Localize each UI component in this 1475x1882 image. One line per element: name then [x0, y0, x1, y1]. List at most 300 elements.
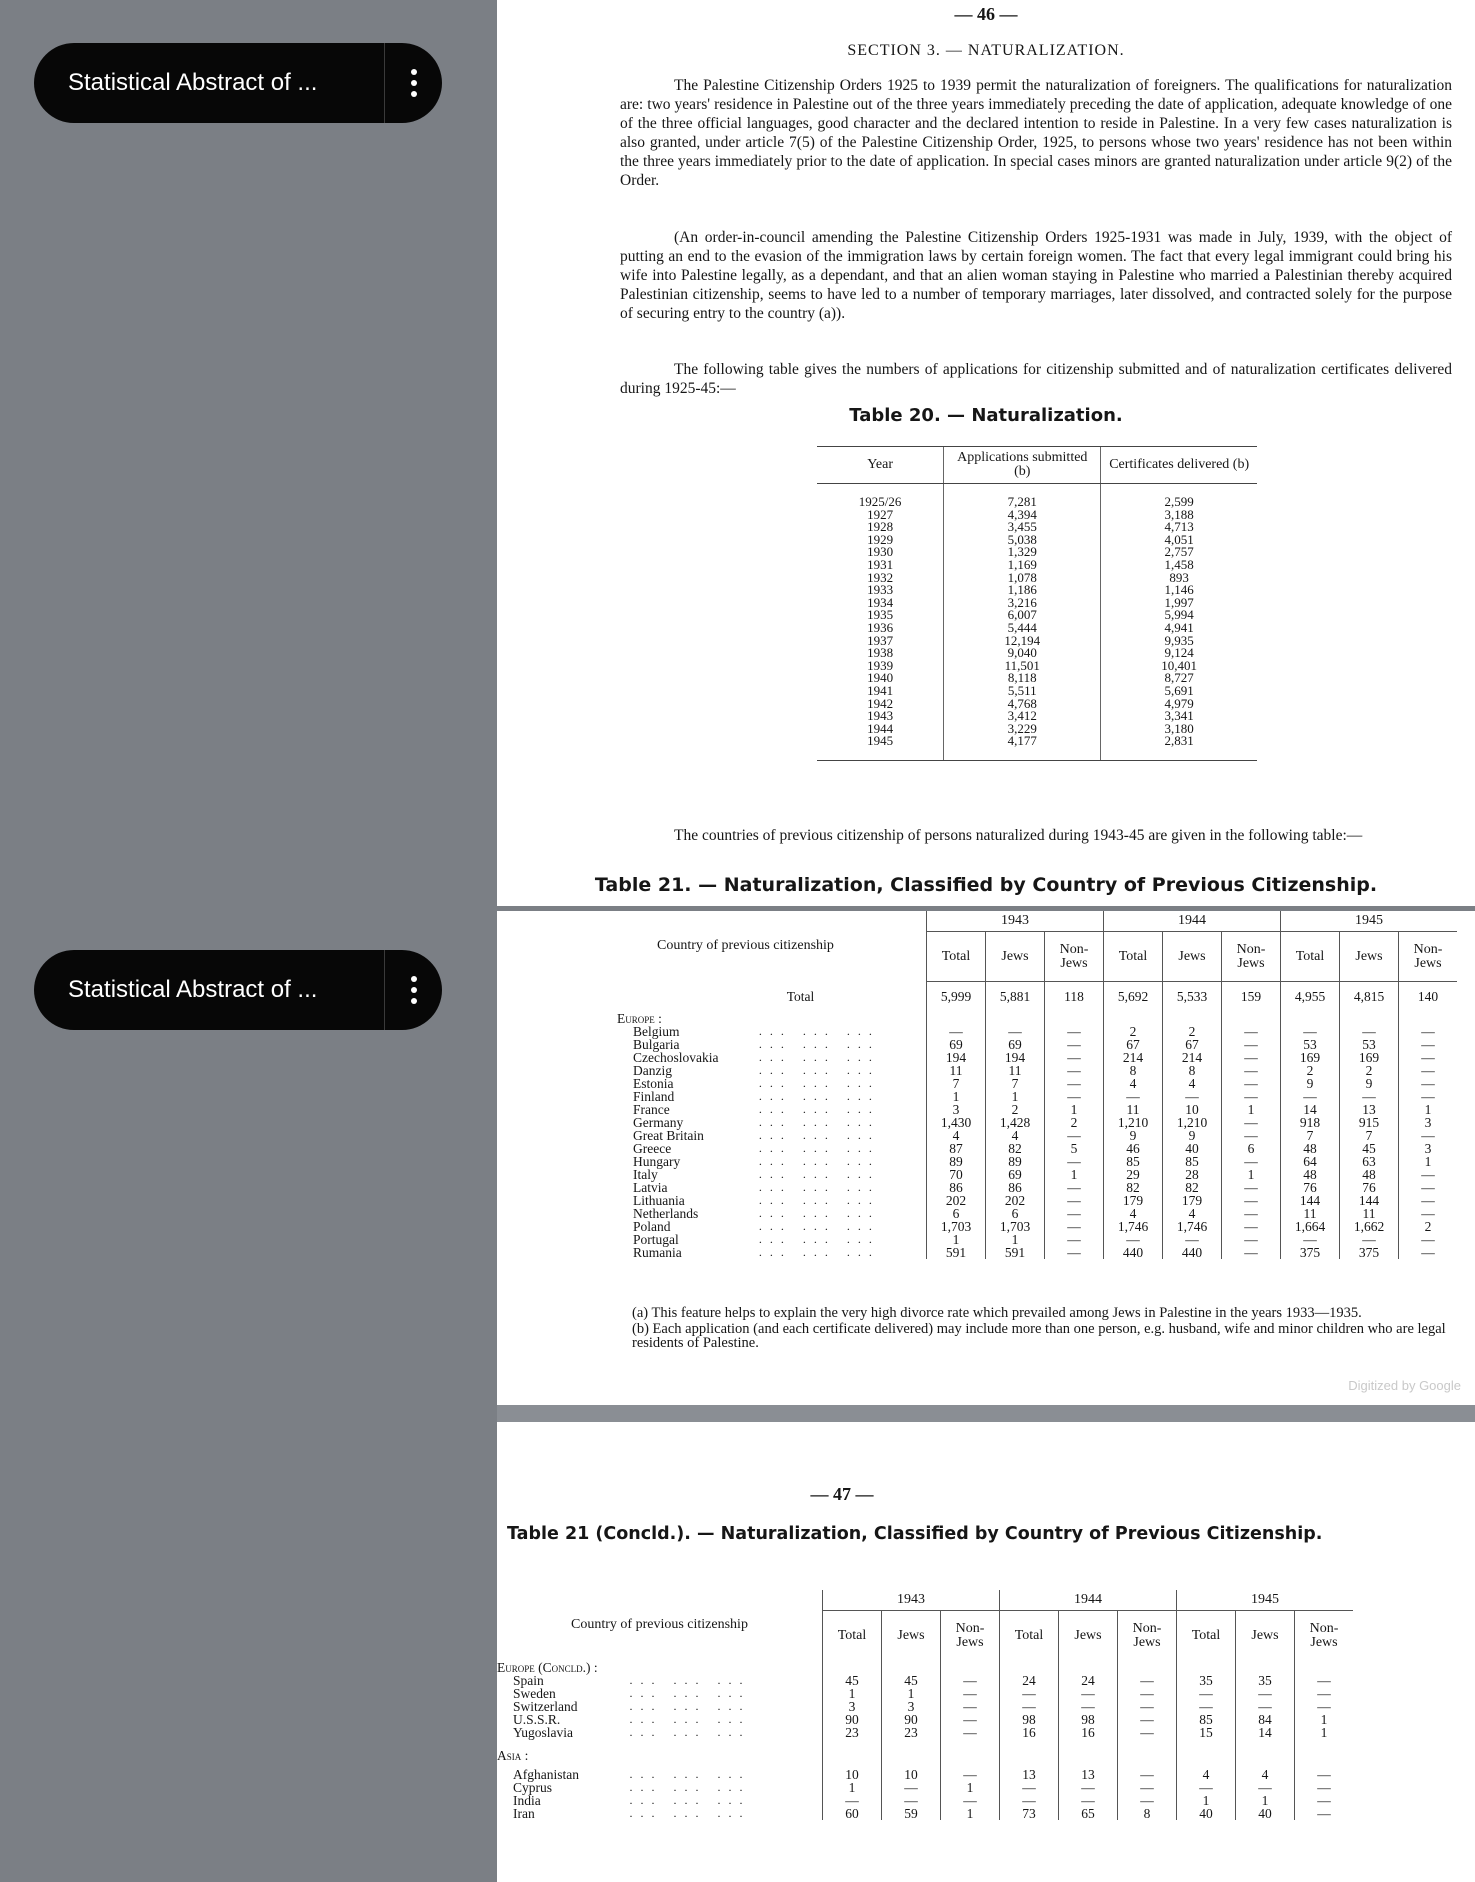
value-cell: 1,428 — [986, 1116, 1045, 1129]
value-cell: 23 — [882, 1726, 941, 1739]
value-cell: 35 — [1177, 1674, 1236, 1687]
empty-cell — [1059, 1749, 1118, 1762]
value-cell: 1,664 — [1281, 1220, 1340, 1233]
value-cell: 194 — [986, 1051, 1045, 1064]
value-cell: 45 — [823, 1674, 882, 1687]
value-cell: 2 — [1281, 1064, 1340, 1077]
value-cell: 4 — [1163, 1077, 1222, 1090]
value-cell: 40 — [1236, 1807, 1295, 1820]
value-cell: — — [1222, 1220, 1281, 1233]
total-cell: 5,881 — [986, 982, 1045, 1012]
country-cell: Cyprus — [513, 1779, 553, 1795]
empty-cell — [1059, 1739, 1118, 1749]
empty-cell — [1059, 1661, 1118, 1674]
table-row — [497, 1687, 1353, 1700]
value-cell: — — [1045, 1246, 1104, 1259]
value-cell: — — [1340, 1090, 1399, 1103]
value-cell: 1,210 — [1104, 1116, 1163, 1129]
applications-cell: 1,329 — [944, 546, 1101, 559]
table-row — [617, 1064, 1457, 1077]
year-cell: 1935 — [867, 607, 894, 623]
value-cell: 48 — [1281, 1168, 1340, 1181]
value-cell: — — [941, 1700, 1000, 1713]
value-cell: 7 — [927, 1077, 986, 1090]
value-cell: 202 — [927, 1194, 986, 1207]
value-cell: 1,746 — [1163, 1220, 1222, 1233]
year-1943: 1943 — [823, 1590, 1000, 1611]
table-row — [497, 1674, 1353, 1687]
certificates-cell: 4,979 — [1101, 698, 1257, 711]
footnotes — [632, 1306, 1462, 1350]
value-cell: 13 — [1000, 1768, 1059, 1781]
applications-cell: 5,444 — [944, 622, 1101, 635]
country-cell: France — [633, 1101, 670, 1117]
value-cell: — — [1222, 1090, 1281, 1103]
leader-dots: ... ... ... — [758, 1179, 880, 1194]
leader-dots: ... ... ... — [758, 1244, 880, 1259]
certificates-cell: 8,727 — [1101, 672, 1257, 685]
value-cell: — — [1104, 1090, 1163, 1103]
empty-cell — [1236, 1661, 1295, 1674]
table-row — [497, 1713, 1353, 1726]
value-cell: — — [882, 1781, 941, 1794]
value-cell: 6 — [986, 1207, 1045, 1220]
value-cell: 53 — [1281, 1038, 1340, 1051]
value-cell: 82 — [986, 1142, 1045, 1155]
table-row — [617, 1090, 1457, 1103]
certificates-cell: 2,831 — [1101, 735, 1257, 748]
table-row — [497, 1700, 1353, 1713]
year-cell: 1925/26 — [858, 494, 902, 509]
value-cell: — — [1281, 1233, 1340, 1246]
value-cell: 179 — [1163, 1194, 1222, 1207]
value-cell: 53 — [1340, 1038, 1399, 1051]
value-cell: 2 — [986, 1103, 1045, 1116]
table-row — [617, 1077, 1457, 1090]
leader-dots: ... ... ... — [758, 1023, 880, 1038]
value-cell: 45 — [882, 1674, 941, 1687]
col-applications: Applications submitted (b) — [944, 447, 1101, 484]
value-cell: — — [1399, 1077, 1458, 1090]
value-cell: 1 — [927, 1233, 986, 1246]
table-row — [617, 1129, 1457, 1142]
value-cell: 214 — [1104, 1051, 1163, 1064]
value-cell: 4 — [1236, 1768, 1295, 1781]
value-cell: — — [1222, 1038, 1281, 1051]
country-cell: India — [513, 1792, 541, 1808]
table-end — [817, 748, 1257, 761]
value-cell: — — [1118, 1700, 1177, 1713]
table-row — [817, 735, 1257, 748]
leader-dots: ... ... ... — [758, 1127, 880, 1142]
value-cell: — — [1281, 1025, 1340, 1038]
value-cell: 440 — [1104, 1246, 1163, 1259]
value-cell: 1 — [1295, 1713, 1354, 1726]
col-jews: Jews — [1059, 1611, 1118, 1661]
col-jews: Jews — [882, 1611, 941, 1661]
value-cell: 8 — [1104, 1064, 1163, 1077]
value-cell: — — [1163, 1233, 1222, 1246]
total-cell: 5,999 — [927, 982, 986, 1012]
year-cell: 1938 — [867, 645, 894, 661]
empty-cell — [927, 1012, 986, 1025]
certificates-cell: 2,757 — [1101, 546, 1257, 559]
country-cell: Italy — [633, 1166, 658, 1182]
applications-cell: 4,394 — [944, 509, 1101, 522]
document-title-chip-2[interactable] — [34, 950, 442, 1030]
country-cell: Bulgaria — [633, 1036, 680, 1052]
value-cell: 1 — [1222, 1168, 1281, 1181]
footnote-b: (b) Each application (and each certificate delivered) may include more than one person, e.g. husband, wife and minor children who are legal residents of Palestine. — [632, 1321, 1446, 1351]
value-cell: 11 — [986, 1064, 1045, 1077]
document-title: Statistical Abstract of ... — [68, 69, 318, 96]
value-cell: — — [1295, 1807, 1354, 1820]
table-row — [617, 1038, 1457, 1051]
value-cell: 59 — [882, 1807, 941, 1820]
region-row — [617, 1012, 1457, 1025]
value-cell: 9 — [1163, 1129, 1222, 1142]
value-cell: 48 — [1281, 1142, 1340, 1155]
value-cell: — — [882, 1794, 941, 1807]
value-cell: 5 — [1045, 1142, 1104, 1155]
total-label: Total — [786, 989, 815, 1004]
country-cell: Netherlands — [633, 1205, 699, 1221]
value-cell: 4 — [927, 1129, 986, 1142]
table-21-concld — [497, 1590, 1353, 1820]
value-cell: — — [941, 1687, 1000, 1700]
value-cell: — — [1399, 1038, 1458, 1051]
leader-dots: ... ... ... — [629, 1805, 751, 1820]
value-cell: — — [1045, 1181, 1104, 1194]
value-cell: 4 — [1177, 1768, 1236, 1781]
leader-dots: ... ... ... — [758, 1114, 880, 1129]
empty-cell — [1045, 1012, 1104, 1025]
certificates-cell: 1,458 — [1101, 559, 1257, 572]
country-cell: Great Britain — [633, 1127, 704, 1143]
value-cell: — — [1000, 1700, 1059, 1713]
value-cell: — — [1281, 1090, 1340, 1103]
table-20-title: Table 20. — Naturalization. — [849, 405, 1123, 426]
year-cell: 1939 — [867, 657, 894, 673]
value-cell: — — [1000, 1781, 1059, 1794]
value-cell: 918 — [1281, 1116, 1340, 1129]
year-cell: 1941 — [867, 682, 894, 698]
value-cell: 84 — [1236, 1713, 1295, 1726]
value-cell: — — [1295, 1700, 1354, 1713]
page-gap — [497, 1405, 1475, 1422]
value-cell: 169 — [1281, 1051, 1340, 1064]
col-non-jews: Non-Jews — [1399, 932, 1458, 982]
value-cell: — — [1045, 1155, 1104, 1168]
value-cell: — — [1000, 1794, 1059, 1807]
value-cell: 9 — [1340, 1077, 1399, 1090]
value-cell: 3 — [882, 1700, 941, 1713]
applications-cell: 4,768 — [944, 698, 1101, 711]
empty-cell — [1399, 1012, 1458, 1025]
country-cell: Hungary — [633, 1153, 681, 1169]
value-cell: — — [1118, 1687, 1177, 1700]
applications-cell: 3,412 — [944, 710, 1101, 723]
table-row — [497, 1768, 1353, 1781]
applications-cell: 5,511 — [944, 685, 1101, 698]
value-cell: — — [1045, 1090, 1104, 1103]
value-cell: — — [1059, 1687, 1118, 1700]
value-cell: — — [1059, 1794, 1118, 1807]
value-cell: — — [1295, 1687, 1354, 1700]
value-cell: — — [1059, 1781, 1118, 1794]
col-non-jews: Non-Jews — [1118, 1611, 1177, 1661]
country-cell: Czechoslovakia — [633, 1049, 719, 1065]
value-cell: 1 — [986, 1090, 1045, 1103]
table-row — [617, 1246, 1457, 1259]
leader-dots: ... ... ... — [629, 1779, 751, 1794]
value-cell: — — [1118, 1768, 1177, 1781]
empty-cell — [941, 1749, 1000, 1762]
applications-cell: 5,038 — [944, 534, 1101, 547]
footnote-a: (a) This feature helps to explain the very high divorce rate which prevailed among Jews in Palestine in the years 1933—1935. — [632, 1305, 1362, 1321]
applications-cell: 1,186 — [944, 584, 1101, 597]
col-year: Year — [817, 447, 944, 484]
value-cell: 10 — [882, 1768, 941, 1781]
empty-cell — [1236, 1749, 1295, 1762]
col-jews: Jews — [986, 932, 1045, 982]
value-cell: 2 — [1104, 1025, 1163, 1038]
applications-cell: 8,118 — [944, 672, 1101, 685]
year-cell: 1943 — [867, 708, 894, 724]
value-cell: — — [1163, 1090, 1222, 1103]
leader-dots: ... ... ... — [758, 1075, 880, 1090]
value-cell: 1 — [986, 1233, 1045, 1246]
year-cell: 1936 — [867, 619, 894, 635]
empty-cell — [1177, 1749, 1236, 1762]
certificates-cell: 1,146 — [1101, 584, 1257, 597]
document-title-chip[interactable] — [34, 43, 442, 123]
table-row — [617, 1207, 1457, 1220]
value-cell: 69 — [986, 1168, 1045, 1181]
value-cell: 82 — [1163, 1181, 1222, 1194]
value-cell: 1,703 — [986, 1220, 1045, 1233]
value-cell: 86 — [927, 1181, 986, 1194]
applications-cell: 3,455 — [944, 521, 1101, 534]
value-cell: 85 — [1104, 1155, 1163, 1168]
value-cell: — — [1295, 1781, 1354, 1794]
total-cell: 140 — [1399, 982, 1458, 1012]
year-cell: 1942 — [867, 695, 894, 711]
value-cell: — — [1045, 1077, 1104, 1090]
value-cell: — — [1045, 1220, 1104, 1233]
page-number: — 47 — — [810, 1484, 874, 1504]
col-non-jews: Non-Jews — [1295, 1611, 1354, 1661]
certificates-cell: 3,188 — [1101, 509, 1257, 522]
value-cell: 7 — [986, 1077, 1045, 1090]
value-cell: — — [1399, 1051, 1458, 1064]
value-cell: — — [1295, 1794, 1354, 1807]
empty-cell — [823, 1749, 882, 1762]
value-cell: 98 — [1000, 1713, 1059, 1726]
paragraph-2: (An order-in-council amending the Palestine Citizenship Orders 1925-1931 was made in July, 1939, with the object of putting an end to the evasion of the immigration laws by certain foreign women. The fact that every legal immigrant could bring his wife into Palestine legally, as a dependant, and that an alien woman staying in Palestine who married a Palestinian thereby acquired Palestinian citizenship, seems to have led to a number of temporary marriages, later dissolved, and contracted solely for the purpose of securing entry to the country (a)). — [620, 229, 1452, 322]
leader-dots: ... ... ... — [758, 1036, 880, 1051]
value-cell: 1 — [1177, 1794, 1236, 1807]
value-cell: — — [1399, 1129, 1458, 1142]
empty-cell — [1118, 1739, 1177, 1749]
value-cell: 3 — [1399, 1116, 1458, 1129]
col-total: Total — [823, 1611, 882, 1661]
value-cell: — — [1295, 1768, 1354, 1781]
value-cell: 179 — [1104, 1194, 1163, 1207]
total-cell: 159 — [1222, 982, 1281, 1012]
applications-cell: 12,194 — [944, 635, 1101, 648]
paragraph-1: The Palestine Citizenship Orders 1925 to 1939 permit the naturalization of foreigners. The qualifications for naturalization are: two years' residence in Palestine out of the three years immediately preceding the date of application, adequate knowledge of one of the three official languages, good character and the declared intention to reside in Palestine. In a very few cases naturalization is also granted, under article 7(5) of the Palestine Citizenship Order, 1925, to persons whose two years' residence has not been within the three years immediately prior to the date of application. In special cases minors are granted naturalization under article 9(2) of the Order. — [620, 77, 1452, 189]
region-label: Europe : — [617, 1010, 662, 1026]
year-1944: 1944 — [1104, 911, 1281, 932]
country-cell: Spain — [513, 1672, 544, 1688]
value-cell: — — [1399, 1207, 1458, 1220]
value-cell: 11 — [1340, 1207, 1399, 1220]
value-cell: — — [1399, 1025, 1458, 1038]
leader-dots: ... ... ... — [629, 1766, 751, 1781]
col-total: Total — [1177, 1611, 1236, 1661]
empty-cell — [823, 1661, 882, 1674]
value-cell: — — [1045, 1038, 1104, 1051]
page-46-top — [497, 0, 1475, 906]
value-cell: — — [1177, 1687, 1236, 1700]
empty-cell — [1177, 1739, 1236, 1749]
value-cell: 8 — [1118, 1807, 1177, 1820]
value-cell: 70 — [927, 1168, 986, 1181]
col-non-jews: Non-Jews — [1045, 932, 1104, 982]
value-cell: 169 — [1340, 1051, 1399, 1064]
applications-cell: 4,177 — [944, 735, 1101, 748]
country-cell: Lithuania — [633, 1192, 685, 1208]
value-cell: — — [1295, 1674, 1354, 1687]
country-cell: Germany — [633, 1114, 684, 1130]
value-cell: 1 — [882, 1687, 941, 1700]
leader-dots: ... ... ... — [629, 1792, 751, 1807]
value-cell: — — [1045, 1129, 1104, 1142]
year-1945: 1945 — [1281, 911, 1458, 932]
value-cell: 7 — [1281, 1129, 1340, 1142]
certificates-cell: 4,713 — [1101, 521, 1257, 534]
value-cell: 16 — [1059, 1726, 1118, 1739]
table-row — [497, 1807, 1353, 1820]
year-cell: 1934 — [867, 594, 894, 610]
empty-cell — [882, 1739, 941, 1749]
empty-cell — [1222, 1012, 1281, 1025]
empty-cell — [1104, 1012, 1163, 1025]
year-cell: 1932 — [867, 569, 894, 585]
table-row — [617, 1142, 1457, 1155]
total-row — [617, 982, 1457, 1012]
certificates-cell: 9,124 — [1101, 647, 1257, 660]
value-cell: — — [927, 1025, 986, 1038]
value-cell: 45 — [1340, 1142, 1399, 1155]
applications-cell: 7,281 — [944, 496, 1101, 509]
year-1945: 1945 — [1177, 1590, 1354, 1611]
value-cell: — — [1045, 1233, 1104, 1246]
value-cell: 69 — [927, 1038, 986, 1051]
certificates-cell: 4,941 — [1101, 622, 1257, 635]
value-cell: — — [1045, 1194, 1104, 1207]
spacer — [497, 1739, 823, 1749]
leader-dots: ... ... ... — [629, 1711, 751, 1726]
value-cell: — — [941, 1726, 1000, 1739]
year-cell: 1933 — [867, 582, 894, 598]
empty-cell — [1000, 1749, 1059, 1762]
value-cell: 1 — [927, 1090, 986, 1103]
year-cell: 1927 — [867, 506, 894, 522]
value-cell: 214 — [1163, 1051, 1222, 1064]
value-cell: — — [1399, 1233, 1458, 1246]
empty-cell — [941, 1739, 1000, 1749]
empty-cell — [1000, 1661, 1059, 1674]
empty-cell — [1281, 1012, 1340, 1025]
value-cell: 82 — [1104, 1181, 1163, 1194]
value-cell: — — [941, 1794, 1000, 1807]
value-cell: 67 — [1163, 1038, 1222, 1051]
value-cell: — — [1118, 1794, 1177, 1807]
value-cell: 11 — [1104, 1103, 1163, 1116]
empty-cell — [1295, 1749, 1354, 1762]
value-cell: 90 — [882, 1713, 941, 1726]
leader-dots: ... ... ... — [758, 1062, 880, 1077]
value-cell: 40 — [1177, 1807, 1236, 1820]
more-options-icon[interactable] — [385, 976, 442, 1004]
value-cell: — — [1059, 1700, 1118, 1713]
empty-cell — [1236, 1739, 1295, 1749]
value-cell: 3 — [927, 1103, 986, 1116]
value-cell: — — [823, 1794, 882, 1807]
value-cell: 1 — [823, 1781, 882, 1794]
leader-dots: ... ... ... — [758, 1140, 880, 1155]
value-cell: 144 — [1340, 1194, 1399, 1207]
value-cell: 194 — [927, 1051, 986, 1064]
leader-dots: ... ... ... — [758, 1153, 880, 1168]
value-cell: — — [1222, 1233, 1281, 1246]
empty-cell — [1118, 1661, 1177, 1674]
table-20 — [817, 446, 1257, 761]
value-cell: 89 — [986, 1155, 1045, 1168]
year-cell: 1930 — [867, 544, 894, 560]
empty-cell — [1163, 1012, 1222, 1025]
applications-cell: 9,040 — [944, 647, 1101, 660]
empty-cell — [1000, 1739, 1059, 1749]
value-cell: 67 — [1104, 1038, 1163, 1051]
certificates-cell: 893 — [1101, 572, 1257, 585]
certificates-cell: 3,341 — [1101, 710, 1257, 723]
value-cell: 1,746 — [1104, 1220, 1163, 1233]
value-cell: 63 — [1340, 1155, 1399, 1168]
value-cell: — — [1222, 1246, 1281, 1259]
value-cell: 24 — [1000, 1674, 1059, 1687]
total-cell: 118 — [1045, 982, 1104, 1012]
country-cell: Portugal — [633, 1231, 679, 1247]
value-cell: 1 — [1399, 1103, 1458, 1116]
value-cell: 9 — [1104, 1129, 1163, 1142]
more-options-icon[interactable] — [385, 69, 442, 97]
value-cell: — — [1222, 1051, 1281, 1064]
value-cell: 35 — [1236, 1674, 1295, 1687]
country-cell: Latvia — [633, 1179, 668, 1195]
empty-cell — [986, 1012, 1045, 1025]
leader-dots: ... ... ... — [629, 1685, 751, 1700]
value-cell: 60 — [823, 1807, 882, 1820]
value-cell: — — [1399, 1181, 1458, 1194]
value-cell: — — [1222, 1064, 1281, 1077]
region-label: Europe (Concld.) : — [497, 1659, 598, 1675]
value-cell: 87 — [927, 1142, 986, 1155]
value-cell: 24 — [1059, 1674, 1118, 1687]
table-row — [617, 1233, 1457, 1246]
